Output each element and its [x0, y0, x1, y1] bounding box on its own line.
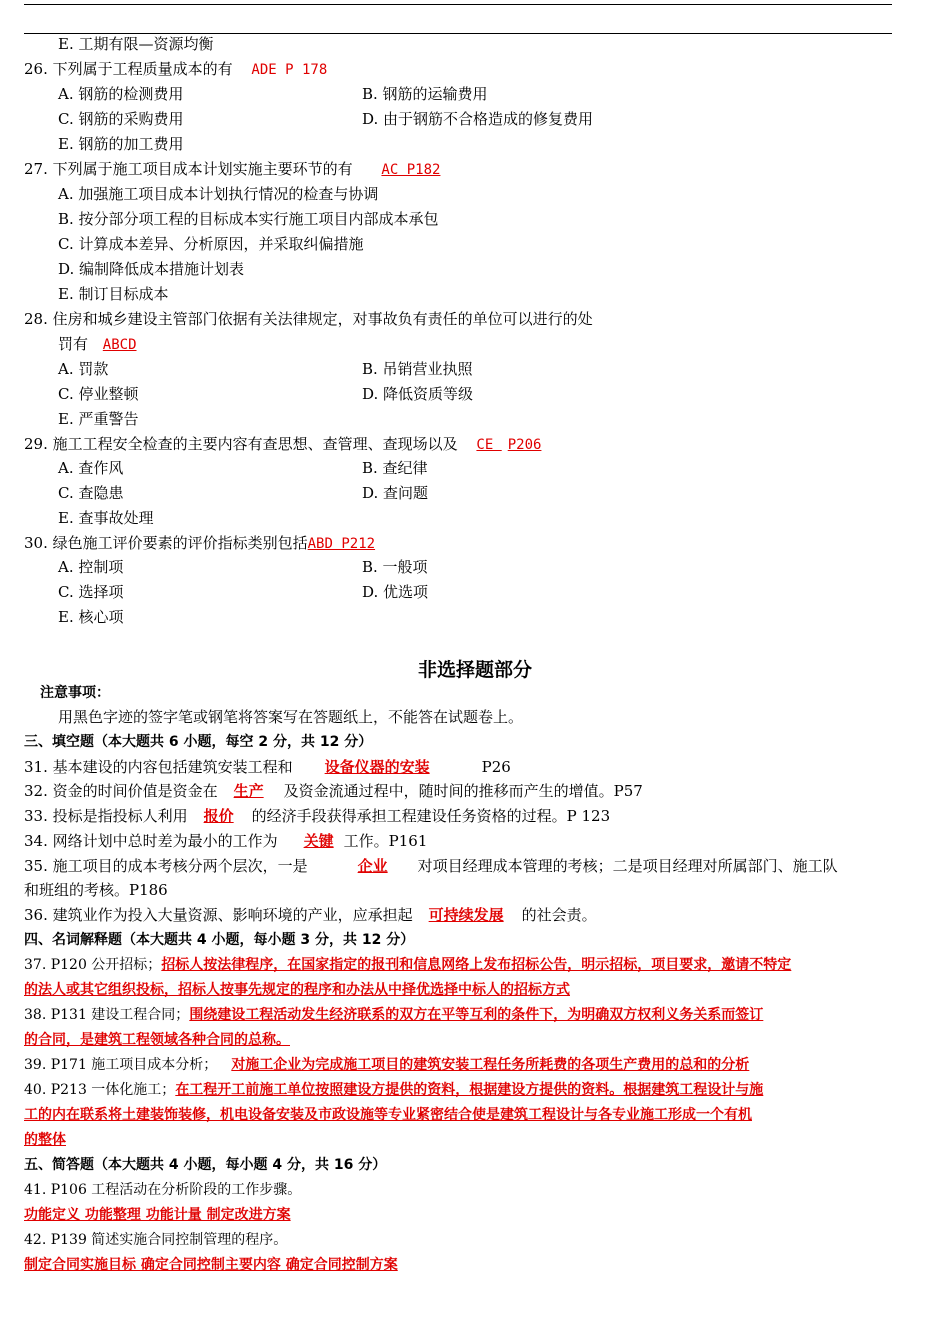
q41-answer: 功能定义 功能整理 功能计量 制定改进方案: [24, 1207, 291, 1223]
q39-pre: 39. P171 施工项目成本分析；: [24, 1057, 218, 1073]
q32-post: 及资金流通过程中，随时间的推移而产生的增值。P57: [283, 782, 643, 800]
q38-answer-1: 围绕建设工程活动发生经济联系的双方在平等互利的条件下，为明确双方权利义务关系而签订: [189, 1007, 764, 1023]
q29-page: P206: [507, 437, 542, 453]
q26-stem: [24, 59, 327, 80]
q26-option-e: E. 钢筋的加工费用: [58, 135, 184, 153]
q26-option-b: B. 钢筋的运输费用: [362, 85, 488, 103]
q37-answer-2: 的法人或其它组织投标，招标人按事先规定的程序和办法从中择优选择中标人的招标方式: [24, 982, 570, 998]
q29-option-c: C. 查隐患: [58, 484, 124, 502]
q26-option-c: C. 钢筋的采购费用: [58, 110, 184, 128]
q29-stem: [24, 434, 541, 455]
q30-option-a: A. 控制项: [58, 558, 124, 576]
q37: [24, 955, 791, 975]
q35-pre: 35. 施工项目的成本考核分两个层次，一是: [24, 857, 308, 875]
q32-pre: 32. 资金的时间价值是资金在: [24, 782, 218, 800]
q36-fill: 可持续发展: [428, 906, 504, 924]
q34-fill: 关键: [303, 832, 334, 850]
notice-text: 用黑色字迹的签字笔或钢笔将答案写在答题纸上，不能答在试题卷上。: [58, 708, 524, 726]
q27-option-a: A. 加强施工项目成本计划执行情况的检查与协调: [58, 185, 379, 203]
top-rule-1: [24, 4, 892, 5]
q36: [24, 905, 597, 925]
q33-fill: 报价: [203, 807, 234, 825]
q37-answer-1: 招标人按法律程序，在国家指定的报刊和信息网络上发布招标公告，明示招标，项目要求，邀请不特定: [161, 957, 792, 973]
q27-stem: [24, 159, 440, 180]
q39: [24, 1055, 749, 1075]
q28-stem2: 罚有: [58, 335, 89, 353]
q37-pre: 37. P120 公开招标；: [24, 957, 162, 973]
notice-label: 注意事项：: [40, 685, 110, 701]
q30-stem: [24, 533, 375, 554]
part5-heading: 五、简答题（本大题共 4 小题，每小题 4 分，共 16 分）: [24, 1157, 387, 1173]
q27-option-b: B. 按分部分项工程的目标成本实行施工项目内部成本承包: [58, 210, 439, 228]
q38-answer-2: 的合同，是建筑工程领域各种合同的总称。: [24, 1032, 290, 1048]
q27-stem-text: 27. 下列属于施工项目成本计划实施主要环节的有: [24, 160, 353, 178]
q29-stem-text: 29. 施工工程安全检查的主要内容有查思想、查管理、查现场以及: [24, 435, 458, 453]
q28-stem-cont: [58, 334, 137, 355]
q28-option-e: E. 严重警告: [58, 410, 139, 428]
q31-pre: 31. 基本建设的内容包括建筑安装工程和: [24, 758, 293, 776]
q40-answer-2: 工的内在联系将土建装饰装修，机电设备安装及市政设施等专业紧密结合使是建筑工程设计与各专业施工形成一个有机: [24, 1107, 752, 1123]
q35-line2: 和班组的考核。P186: [24, 881, 168, 899]
q34-post: 工作。P161: [343, 832, 428, 850]
q30-answer: ABD P212: [307, 536, 376, 552]
q31-fill: 设备仪器的安装: [324, 758, 430, 776]
q29-option-e: E. 查事故处理: [58, 509, 154, 527]
q41-question: 41. P106 工程活动在分析阶段的工作步骤。: [24, 1182, 302, 1198]
q36-pre: 36. 建筑业作为投入大量资源、影响环境的产业，应承担起: [24, 906, 413, 924]
q29-option-a: A. 查作风: [58, 459, 124, 477]
q40-answer-3: 的整体: [24, 1132, 66, 1148]
q28-option-a: A. 罚款: [58, 360, 109, 378]
q31: [24, 757, 511, 777]
q36-post: 的社会责。: [521, 906, 597, 924]
q42-answer: 制定合同实施目标 确定合同控制主要内容 确定合同控制方案: [24, 1257, 398, 1273]
part3-heading: 三、填空题（本大题共 6 小题，每空 2 分，共 12 分）: [24, 734, 373, 750]
q28-option-b: B. 吊销营业执照: [362, 360, 473, 378]
q27-option-e: E. 制订目标成本: [58, 285, 169, 303]
q28-answer: ABCD: [102, 337, 137, 353]
q33: [24, 806, 610, 826]
q40: [24, 1080, 763, 1100]
q38-pre: 38. P131 建设工程合同；: [24, 1007, 190, 1023]
q34-pre: 34. 网络计划中总时差为最小的工作为: [24, 832, 278, 850]
q30-option-b: B. 一般项: [362, 558, 428, 576]
part4-heading: 四、名词解释题（本大题共 4 小题，每小题 3 分，共 12 分）: [24, 932, 415, 948]
section-title: 非选择题部分: [417, 659, 532, 681]
q25-option-e: E. 工期有限—资源均衡: [58, 35, 214, 53]
q34: [24, 831, 427, 851]
q31-post: P26: [481, 758, 511, 776]
q30-option-d: D. 优选项: [362, 583, 429, 601]
q35: [24, 856, 838, 876]
q33-post: 的经济手段获得承担工程建设任务资格的过程。P 123: [251, 807, 611, 825]
q39-answer-1: 对施工企业为完成施工项目的建筑安装工程任务所耗费的各项生产费用的总和的分析: [231, 1057, 750, 1073]
q30-stem-text: 30. 绿色施工评价要素的评价指标类别包括: [24, 534, 308, 552]
q33-pre: 33. 投标是指投标人利用: [24, 807, 188, 825]
q28-option-d: D. 降低资质等级: [362, 385, 474, 403]
q38: [24, 1005, 763, 1025]
q40-pre: 40. P213 一体化施工；: [24, 1082, 176, 1098]
q26-option-a: A. 钢筋的检测费用: [58, 85, 184, 103]
q29-option-d: D. 查问题: [362, 484, 429, 502]
q29-option-b: B. 查纪律: [362, 459, 428, 477]
q27-option-c: C. 计算成本差异、分析原因，并采取纠偏措施: [58, 235, 364, 253]
q32: [24, 781, 643, 801]
q26-stem-text: 26. 下列属于工程质量成本的有: [24, 60, 233, 78]
q35-post: 对项目经理成本管理的考核；二是项目经理对所属部门、施工队: [417, 857, 838, 875]
q28-option-c: C. 停业整顿: [58, 385, 139, 403]
q29-answer: CE: [476, 437, 502, 453]
q40-answer-1: 在工程开工前施工单位按照建设方提供的资料，根据建设方提供的资料。根据建筑工程设计与施: [175, 1082, 764, 1098]
q27-answer: AC P182: [381, 162, 441, 178]
q28-stem: 28. 住房和城乡建设主管部门依据有关法律规定，对事故负有责任的单位可以进行的处: [24, 310, 593, 328]
q27-option-d: D. 编制降低成本措施计划表: [58, 260, 245, 278]
q30-option-e: E. 核心项: [58, 608, 124, 626]
q35-fill: 企业: [357, 857, 388, 875]
q26-option-d: D. 由于钢筋不合格造成的修复费用: [362, 110, 594, 128]
q30-option-c: C. 选择项: [58, 583, 124, 601]
q32-fill: 生产: [233, 782, 264, 800]
q26-answer: ADE P 178: [251, 62, 328, 78]
q42-question: 42. P139 简述实施合同控制管理的程序。: [24, 1232, 288, 1248]
